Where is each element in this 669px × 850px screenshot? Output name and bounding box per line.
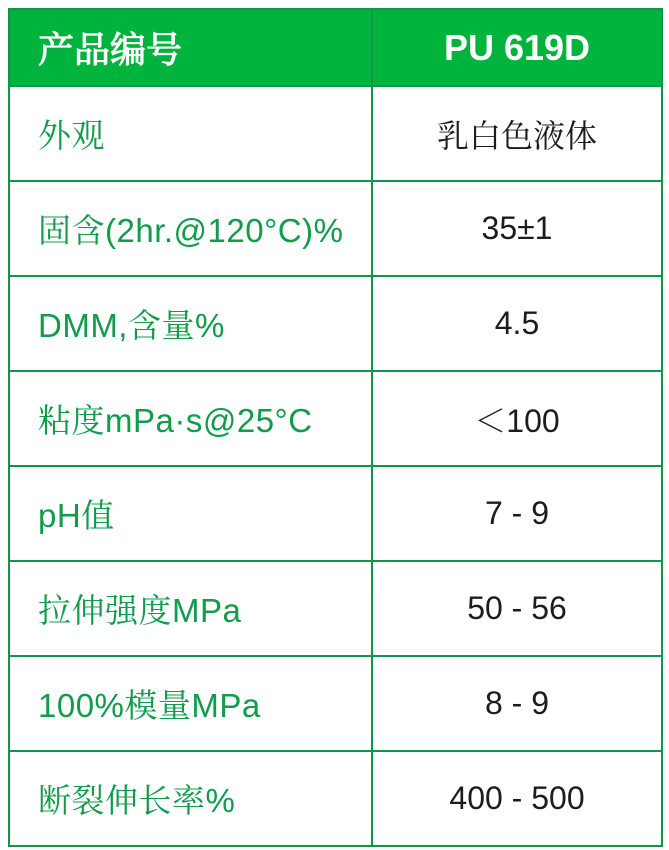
header-product-number-value: PU 619D [372, 9, 662, 86]
property-value: 7 - 9 [372, 466, 662, 561]
table-row [9, 86, 662, 181]
property-label: pH值 [9, 466, 372, 561]
table-row [9, 181, 662, 276]
table-row [9, 751, 662, 846]
property-value: ＜100 [372, 371, 662, 466]
property-label: 断裂伸长率% [9, 751, 372, 846]
property-label: DMM,含量% [9, 276, 372, 371]
property-label: 粘度mPa·s@25°C [9, 371, 372, 466]
property-label: 100%模量MPa [9, 656, 372, 751]
property-value: 4.5 [372, 276, 662, 371]
property-value: 400 - 500 [372, 751, 662, 846]
property-label: 拉伸强度MPa [9, 561, 372, 656]
product-spec-table [8, 8, 663, 847]
property-label: 固含(2hr.@120°C)% [9, 181, 372, 276]
table-row [9, 466, 662, 561]
property-value: 50 - 56 [372, 561, 662, 656]
property-value: 8 - 9 [372, 656, 662, 751]
property-label: 外观 [9, 86, 372, 181]
property-value: 35±1 [372, 181, 662, 276]
property-value: 乳白色液体 [372, 86, 662, 181]
table-header-row [9, 9, 662, 86]
table-row [9, 656, 662, 751]
table-row [9, 561, 662, 656]
table-row [9, 371, 662, 466]
table-row [9, 276, 662, 371]
header-product-number-label: 产品编号 [9, 9, 372, 86]
